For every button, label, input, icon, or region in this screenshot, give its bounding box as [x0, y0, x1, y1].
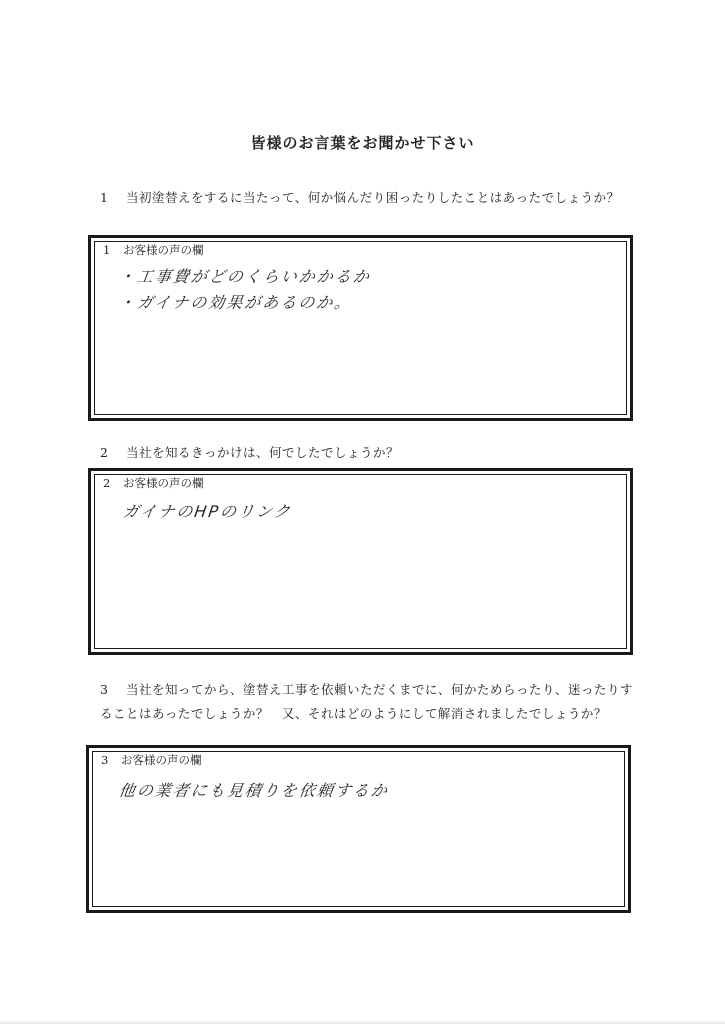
question-text: 当社を知るきっかけは、何でしたでしょうか？ [126, 445, 400, 460]
box-label-text: お客様の声の欄 [121, 753, 202, 767]
answer-box-2 [88, 468, 633, 655]
answer-box-inner [92, 751, 625, 907]
question-text: 当社を知ってから、塗替え工事を依頼いただくまでに、何かためらったり、迷ったりすることはあったでしょうか？ 又、それはどのようにして解消されましたでしょうか？ [100, 682, 634, 721]
question-2 [100, 441, 635, 465]
page-title: 皆様のお言葉をお聞かせ下さい [250, 134, 475, 152]
answer-box-3 [86, 745, 631, 913]
answer-box-label [103, 475, 204, 491]
question-number: 1 [100, 190, 109, 205]
handwritten-answer: 他の業者にも見積りを依頼するか [117, 781, 391, 800]
question-3 [100, 678, 635, 726]
answer-box-label [103, 242, 204, 258]
question-number: 3 [100, 682, 109, 697]
box-label-text: お客様の声の欄 [123, 476, 204, 490]
box-number: 3 [101, 753, 109, 767]
handwritten-answer: ガイナのHPのリンク [121, 502, 294, 521]
question-number: 2 [100, 445, 109, 460]
box-number: 1 [103, 243, 111, 257]
answer-box-1 [88, 235, 633, 421]
answer-box-label [101, 752, 202, 768]
box-label-text: お客様の声の欄 [123, 243, 204, 257]
page-edge [0, 1020, 725, 1024]
question-1 [100, 186, 635, 210]
box-number: 2 [103, 476, 111, 490]
question-text: 当初塗替えをするに当たって、何か悩んだり困ったりしたことはあったでしょうか？ [126, 190, 620, 205]
handwritten-answer: ・ガイナの効果があるのか。 [117, 293, 354, 312]
handwritten-answer: ・工事費がどのくらいかかるか [117, 267, 373, 286]
